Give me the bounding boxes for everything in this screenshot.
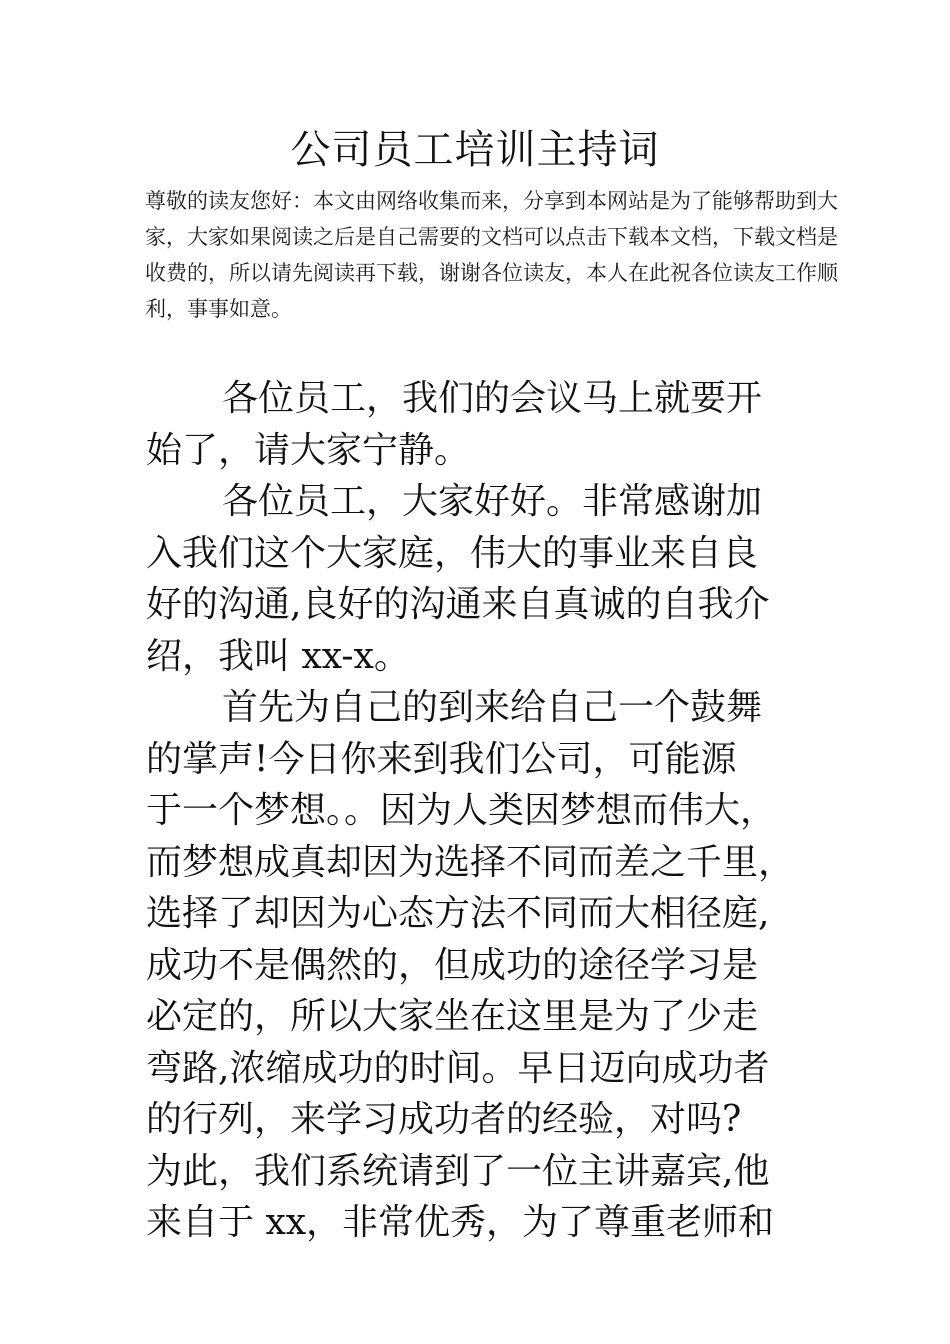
paragraph-line: 为此，我们系统请到了一位主讲嘉宾,他	[146, 1150, 770, 1192]
paragraph-line: 的掌声!今日你来到我们公司，可能源	[146, 738, 737, 780]
notice-line: 尊敬的读友您好：本文由网络收集而来，分享到本网站是为了能够帮助到大	[145, 189, 838, 213]
paragraph-line: 入我们这个大家庭，伟大的事业来自良	[146, 532, 759, 574]
document-title: 公司员工培训主持词	[290, 127, 660, 173]
paragraph-line: 的行列，来学习成功者的经验，对吗?	[146, 1099, 742, 1140]
paragraph-line: 成功不是偶然的，但成功的途径学习是	[146, 944, 759, 986]
paragraph-line: 绍，我叫 xx-x。	[146, 635, 410, 677]
reader-notice	[145, 183, 838, 327]
paragraph-1	[146, 373, 836, 476]
paragraph-line: 首先为自己的到来给自己一个鼓舞	[222, 687, 763, 728]
paragraph-line: 各位员工，大家好好。非常感谢加	[222, 481, 763, 522]
paragraph-line: 于一个梦想。。因为人类因梦想而伟大，	[146, 790, 777, 831]
notice-line: 收费的，所以请先阅读再下载，谢谢各位读友，本人在此祝各位读友工作顺	[145, 261, 838, 285]
paragraph-line: 来自于 xx，非常优秀，为了尊重老师和	[146, 1202, 775, 1243]
notice-line: 家，大家如果阅读之后是自己需要的文档可以点击下载本文档，下载文档是	[145, 225, 838, 249]
paragraph-line: 选择了却因为心态方法不同而大相径庭,	[146, 893, 770, 934]
paragraph-line: 各位员工，我们的会议马上就要开	[222, 378, 763, 419]
notice-line: 利，事事如意。	[145, 297, 292, 321]
paragraph-2	[146, 476, 836, 682]
paragraph-line: 弯路,浓缩成功的时间。早日迈向成功者	[146, 1047, 770, 1089]
paragraph-line: 始了，请大家宁静。	[146, 429, 471, 471]
paragraph-line: 必定的，所以大家坐在这里是为了少走	[146, 996, 759, 1037]
paragraph-line: 好的沟通,良好的沟通来自真诚的自我介	[146, 584, 770, 625]
paragraph-3	[146, 682, 836, 1249]
document-body	[146, 373, 836, 1249]
paragraph-line: 而梦想成真却因为选择不同而差之千里，	[146, 841, 795, 883]
